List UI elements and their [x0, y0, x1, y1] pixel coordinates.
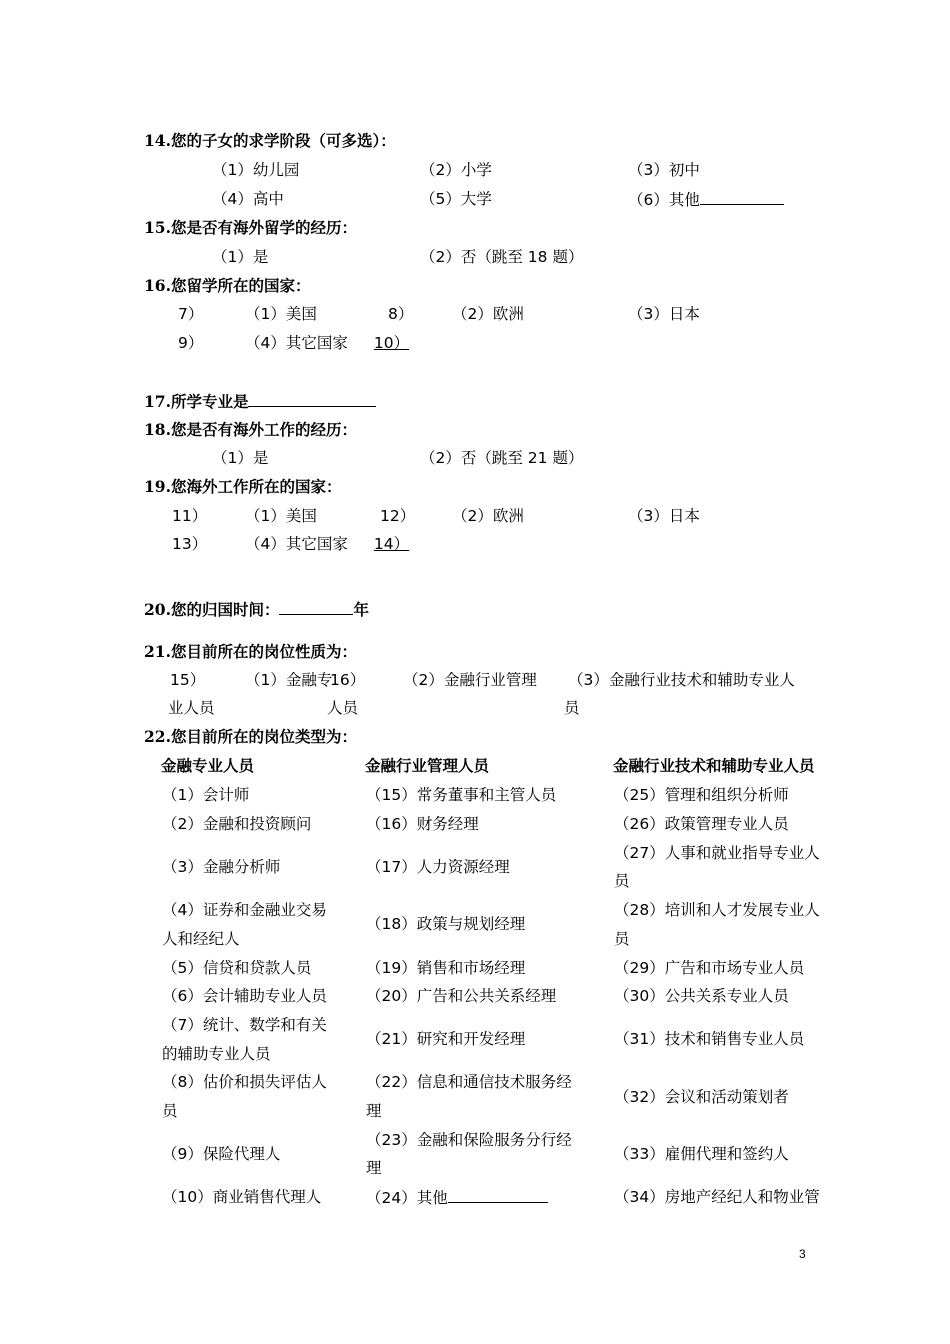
q22-header-col2: 金融行业管理人员	[365, 757, 490, 775]
q22-opt-4-cont: 人和经纪人	[162, 930, 240, 948]
q19-option-3[interactable]: （3）日本	[628, 507, 700, 525]
q22-opt-21[interactable]: （21）研究和开发经理	[366, 1030, 526, 1048]
q22-opt-34[interactable]: （34）房地产经纪人和物业管	[614, 1188, 820, 1206]
q14-option-2[interactable]: （2）小学	[420, 161, 492, 179]
q14-option-6[interactable]	[628, 189, 784, 210]
q22-opt-22-cont: 理	[366, 1102, 382, 1120]
q16-option-4[interactable]	[245, 333, 409, 353]
q20-year-suffix: 年	[353, 600, 369, 619]
q22-header-col1: 金融专业人员	[161, 757, 255, 775]
q22-header-col3: 金融行业技术和辅助专业人员	[613, 757, 815, 775]
q22-opt-20[interactable]: （20）广告和公共关系经理	[366, 987, 557, 1005]
q22-opt-6[interactable]: （6）会计辅助专业人员	[162, 987, 327, 1005]
q21-option-1[interactable]: （1）金融专	[245, 671, 333, 689]
q22-opt-23-cont: 理	[366, 1159, 382, 1177]
q22-opt-27-cont: 员	[614, 872, 630, 890]
q21-option-2[interactable]: （2）金融行业管理	[403, 671, 537, 689]
q22-opt-29[interactable]: （29）广告和市场专业人员	[614, 959, 805, 977]
q21-option-1-cont: 业人员	[168, 699, 215, 717]
q17-label: 17.所学专业是	[144, 392, 249, 411]
q22-opt-8[interactable]: （8）估价和损失评估人	[162, 1073, 327, 1091]
q22-opt-24[interactable]	[366, 1187, 548, 1208]
q22-opt-7-cont: 的辅助专业人员	[162, 1045, 271, 1063]
q14-option-5[interactable]: （5）大学	[420, 190, 492, 208]
q22-opt-1[interactable]: （1）会计师	[162, 786, 250, 804]
q19-option-4[interactable]	[245, 534, 409, 554]
q19-option-4-label: （4）其它国家	[245, 535, 348, 553]
q22-opt-23[interactable]: （23）金融和保险服务分行经	[366, 1131, 572, 1149]
q16-option-4-label: （4）其它国家	[245, 334, 348, 352]
q22-opt-24-label: （24）其他	[366, 1189, 448, 1207]
q19-option-2[interactable]: （2）欧洲	[452, 507, 524, 525]
q20-year-blank[interactable]	[279, 599, 353, 615]
q16-option-2[interactable]: （2）欧洲	[452, 305, 524, 323]
q17-title	[144, 391, 376, 412]
q14-option-6-label: （6）其他	[628, 191, 700, 209]
q14-other-blank[interactable]	[700, 189, 784, 205]
q15-title: 15.您是否有海外留学的经历：	[144, 218, 357, 237]
q21-num-15: 15）	[170, 671, 206, 689]
q22-opt-7[interactable]: （7）统计、数学和有关	[162, 1016, 327, 1034]
q22-opt-15[interactable]: （15）常务董事和主管人员	[366, 786, 557, 804]
q16-title: 16.您留学所在的国家：	[144, 276, 311, 295]
page-number: 3	[799, 1247, 806, 1261]
q16-option-3[interactable]: （3）日本	[628, 305, 700, 323]
q14-option-4[interactable]: （4）高中	[212, 190, 284, 208]
q22-opt-9[interactable]: （9）保险代理人	[162, 1145, 281, 1163]
q16-num-9: 9）	[178, 334, 204, 352]
q22-opt-28-cont: 员	[614, 930, 630, 948]
q19-option-1[interactable]: （1）美国	[245, 507, 317, 525]
q22-opt-17[interactable]: （17）人力资源经理	[366, 858, 510, 876]
q20-label: 20.您的归国时间：	[144, 600, 280, 619]
q22-opt-18[interactable]: （18）政策与规划经理	[366, 915, 526, 933]
q21-num-16: 16）	[330, 671, 366, 689]
q14-option-1[interactable]: （1）幼儿园	[212, 161, 300, 179]
q22-opt-30[interactable]: （30）公共关系专业人员	[614, 987, 789, 1005]
q20-title	[144, 599, 369, 620]
q22-opt-32[interactable]: （32）会议和活动策划者	[614, 1088, 789, 1106]
q16-num-8: 8）	[388, 305, 414, 323]
q22-opt-27[interactable]: （27）人事和就业指导专业人	[614, 844, 820, 862]
q22-opt-2[interactable]: （2）金融和投资顾问	[162, 815, 312, 833]
q22-opt-28[interactable]: （28）培训和人才发展专业人	[614, 901, 820, 919]
q22-opt-16[interactable]: （16）财务经理	[366, 815, 479, 833]
q22-opt-8-cont: 员	[162, 1102, 178, 1120]
q16-option-1[interactable]: （1）美国	[245, 305, 317, 323]
q22-opt-3[interactable]: （3）金融分析师	[162, 858, 281, 876]
q18-title: 18.您是否有海外工作的经历：	[144, 420, 357, 439]
q22-opt-19[interactable]: （19）销售和市场经理	[366, 959, 526, 977]
q21-option-3-cont: 员	[564, 699, 580, 717]
q22-opt-25[interactable]: （25）管理和组织分析师	[614, 786, 789, 804]
q21-option-3[interactable]: （3）金融行业技术和辅助专业人	[568, 671, 795, 689]
q14-title: 14.您的子女的求学阶段（可多选）：	[144, 131, 396, 150]
q21-option-2-cont: 人员	[327, 699, 359, 717]
q17-major-blank[interactable]	[248, 391, 376, 407]
q19-num-11: 11）	[172, 507, 208, 525]
q15-option-1[interactable]: （1）是	[212, 248, 269, 266]
q18-option-2[interactable]: （2）否（跳至 21 题）	[420, 449, 584, 467]
q19-title: 19.您海外工作所在的国家：	[144, 477, 342, 496]
q22-other-blank[interactable]	[448, 1187, 548, 1203]
q22-opt-10[interactable]: （10）商业销售代理人	[162, 1188, 322, 1206]
q22-opt-33[interactable]: （33）雇佣代理和签约人	[614, 1145, 789, 1163]
q16-num-10: 10）	[373, 334, 410, 352]
q22-opt-26[interactable]: （26）政策管理专业人员	[614, 815, 789, 833]
q22-opt-22[interactable]: （22）信息和通信技术服务经	[366, 1073, 572, 1091]
q21-title: 21.您目前所在的岗位性质为：	[144, 642, 357, 661]
q19-num-12: 12）	[380, 507, 416, 525]
q22-opt-4[interactable]: （4）证券和金融业交易	[162, 901, 327, 919]
q18-option-1[interactable]: （1）是	[212, 449, 269, 467]
q22-opt-5[interactable]: （5）信贷和贷款人员	[162, 959, 312, 977]
q14-option-3[interactable]: （3）初中	[628, 161, 700, 179]
q22-title: 22.您目前所在的岗位类型为：	[144, 727, 357, 746]
q19-num-13: 13）	[172, 535, 208, 553]
q22-opt-31[interactable]: （31）技术和销售专业人员	[614, 1030, 805, 1048]
q15-option-2[interactable]: （2）否（跳至 18 题）	[420, 248, 584, 266]
q16-num-7: 7）	[178, 305, 204, 323]
q19-num-14: 14）	[373, 535, 410, 553]
